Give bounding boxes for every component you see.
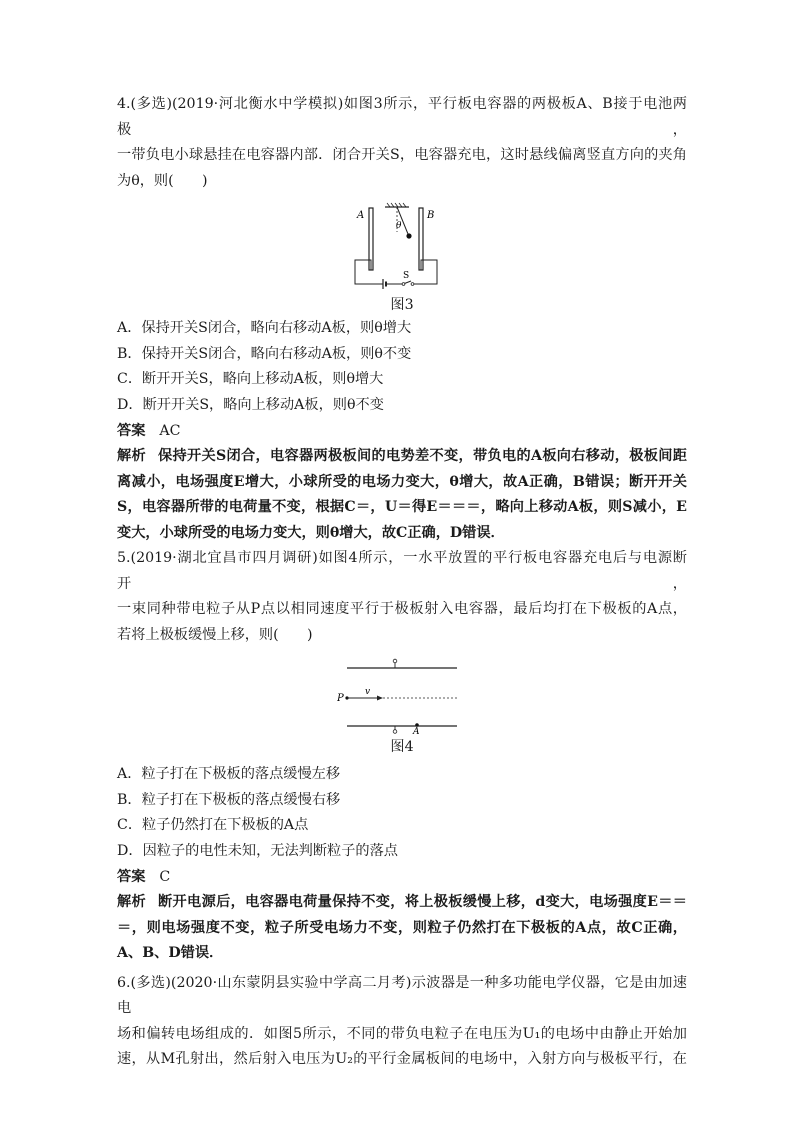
- question-6-stem-line: 场和偏转电场组成的．如图5所示，不同的带负电粒子在电压为U₁的电场中由静止开始加: [117, 1025, 687, 1042]
- question-4-option-b: B．保持开关S闭合，略向右移动A板，则θ不变: [117, 345, 412, 362]
- lower-terminal-node: [393, 730, 397, 734]
- figure-4-caption: 图4: [390, 739, 414, 755]
- question-4-option-c: C．断开开关S，略向上移动A板，则θ增大: [117, 371, 384, 387]
- upper-terminal-node: [393, 659, 397, 663]
- question-5-option-b: B．粒子打在下极板的落点缓慢右移: [117, 791, 341, 808]
- analysis-line: 解析 断开电源后，电容器电荷量保持不变，将上极板缓慢上移，d变大，电场强度E＝＝: [117, 894, 687, 910]
- page-content: [117, 92, 687, 1073]
- analysis-line: ＝，则电场强度不变，粒子所受电场力不变，则粒子仍然打在下极板的A点，故C正确，: [117, 919, 687, 936]
- label-a: A: [357, 210, 365, 221]
- question-4-stem-line: 为θ，则( ): [117, 172, 208, 189]
- switch-lever: [405, 281, 412, 284]
- question-4-stem-line: 一带负电小球悬挂在电容器内部．闭合开关S，电容器充电，这时悬线偏离竖直方向的夹角: [117, 147, 687, 163]
- analysis-label: 解析: [117, 448, 146, 464]
- question-4-option-d: D．断开开关S，略向上移动A板，则θ不变: [117, 396, 384, 413]
- ceiling-hatch: [387, 203, 406, 207]
- question-6: [117, 971, 687, 1073]
- velocity-arrowhead: [377, 696, 383, 701]
- question-5-option-d: D．因粒子的电性未知，无法判断粒子的落点: [117, 842, 398, 859]
- question-4: [117, 92, 687, 546]
- analysis-label: 解析: [117, 894, 147, 910]
- figure-3-capacitor-circuit: [347, 202, 457, 292]
- charged-ball: [406, 233, 411, 238]
- question-5-stem-line: 一束同种带电粒子从P点以相同速度平行于极板射入电容器，最后均打在下极板的A点，: [117, 601, 687, 617]
- label-v: v: [365, 687, 371, 697]
- answer-value: AC: [159, 423, 181, 439]
- label-p: P: [337, 693, 344, 704]
- question-4-analysis: [117, 444, 687, 546]
- wire-right: [414, 260, 437, 284]
- analysis-line: 离减小，电场强度E增大，小球所受的电场力变大，θ增大，故A正确，B错误；断开开关: [117, 473, 687, 490]
- analysis-line: S，电容器所带的电荷量不变，根据C＝，U＝得E＝＝＝，略向上移动A板，则S减小，E: [117, 499, 687, 515]
- answer-label: 答案: [117, 869, 146, 885]
- question-5-stem-line: 5.(2019·湖北宜昌市四月调研)如图4所示，一水平放置的平行板电容器充电后与电源断开，: [117, 550, 687, 592]
- question-4-answer: [117, 418, 687, 444]
- analysis-line: A、B、D错误．: [117, 945, 224, 961]
- analysis-line: 变大，小球所受的电场力变大，则θ增大，故C正确，D错误．: [117, 524, 505, 541]
- analysis-line: 解析 保持开关S闭合，电容器两极板间的电势差不变，带负电的A板向右移动，极板间距: [117, 448, 687, 464]
- label-a: A: [413, 727, 420, 734]
- answer-value: C: [159, 869, 171, 885]
- label-b: B: [427, 210, 435, 221]
- switch-contact-right: [411, 283, 414, 286]
- question-5-option-c: C．粒子仍然打在下极板的A点: [117, 817, 309, 833]
- question-5-stem-line: 若将上极板缓慢上移，则( ): [117, 626, 313, 643]
- figure-4-parallel-plates: [337, 658, 467, 734]
- question-6-stem-line: 6.(多选)(2020·山东蒙阴县实验中学高二月考)示波器是一种多功能电学仪器，它是由加速电: [117, 974, 687, 1016]
- question-6-stem-line: 速，从M孔射出，然后射入电压为U₂的平行金属板间的电场中，入射方向与极板平行，在: [117, 1051, 687, 1067]
- question-5: [117, 546, 687, 967]
- question-4-stem-line: 4.(多选)(2019·河北衡水中学模拟)如图3所示，平行板电容器的两极板A、B接于电池两极，: [117, 96, 687, 138]
- label-theta: θ: [396, 221, 402, 231]
- answer-label: 答案: [117, 423, 146, 439]
- question-5-option-a: A．粒子打在下极板的落点缓慢左移: [117, 766, 341, 782]
- question-5-answer: [117, 864, 687, 890]
- question-4-option-a: A．保持开关S闭合，略向右移动A板，则θ增大: [117, 320, 412, 336]
- figure-3-caption: 图3: [390, 297, 414, 313]
- label-s: S: [403, 271, 410, 281]
- question-5-analysis: [117, 890, 687, 967]
